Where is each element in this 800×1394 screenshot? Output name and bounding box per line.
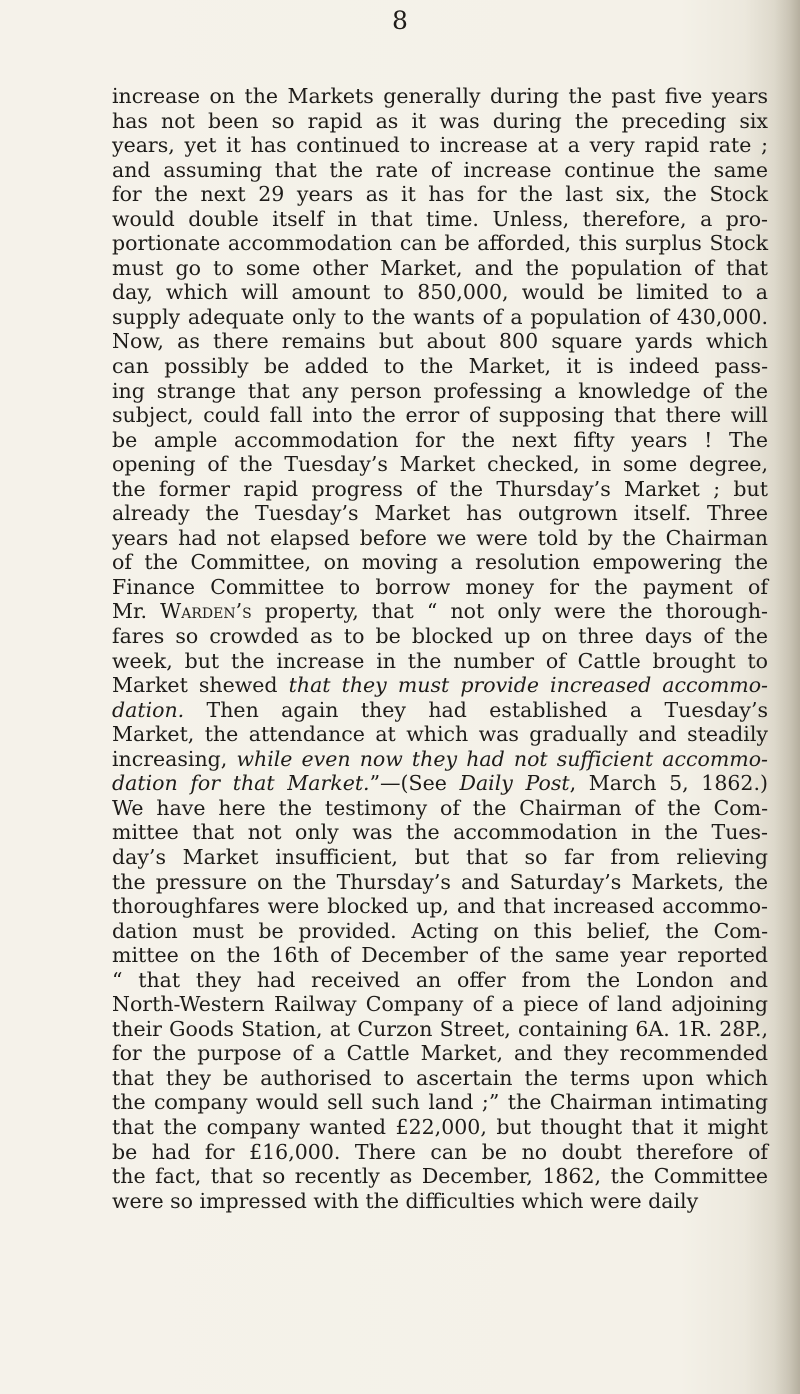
text-line: the former rapid progress of the Thursday’s Market ; but (112, 476, 768, 501)
page-number: 8 (392, 6, 408, 35)
text-line: supply adequate only to the wants of a population of 430,000. (112, 304, 768, 329)
text-line: increase on the Markets generally during the past five years (112, 84, 768, 108)
small-caps-name: Warden’s (160, 599, 252, 624)
text-line-rich (112, 673, 768, 698)
text-line: years, yet it has continued to increase at a very rapid rate ; (112, 133, 768, 158)
body-text (112, 84, 768, 1213)
text-line: years had not elapsed before we were told by the Chairman (112, 525, 768, 550)
text-run: increasing, (112, 746, 237, 771)
italic-run: that they must provide increased accommo- (288, 673, 768, 698)
text-run: Market shewed (112, 673, 289, 698)
italic-run: while even now they had not sufficient accommo- (236, 746, 768, 771)
text-run: ”—(See (369, 771, 460, 796)
text-line: has not been so rapid as it was during the preceding six (112, 108, 768, 133)
text-line: Now, as there remains but about 800 square yards which (112, 329, 768, 354)
text-line: already the Tuesday’s Market has outgrown itself. Three (112, 501, 768, 526)
text-line: were so impressed with the difficulties which were daily (112, 1188, 699, 1213)
italic-run: Daily Post (459, 771, 570, 796)
text-line: opening of the Tuesday’s Market checked, in some degree, (112, 452, 768, 477)
italic-run: dation. (112, 697, 185, 722)
text-line: for the purpose of a Cattle Market, and they recommended (112, 1041, 768, 1066)
text-line: week, but the increase in the number of Cattle brought to (112, 648, 768, 673)
text-line: can possibly be added to the Market, it is indeed pass- (112, 354, 768, 379)
text-line-rich (112, 698, 768, 723)
text-line-rich (112, 599, 768, 624)
text-line: that the company wanted £22,000, but thought that it might (112, 1114, 768, 1139)
text-line: the pressure on the Thursday’s and Saturday’s Markets, the (112, 869, 768, 894)
text-line: mittee that not only was the accommodation in the Tues- (112, 820, 768, 845)
text-line: the company would sell such land ;” the Chairman intimating (112, 1090, 768, 1115)
text-run: Mr. (112, 599, 161, 624)
text-line: their Goods Station, at Curzon Street, containing 6A. 1R. 28P., (112, 1016, 768, 1041)
text-line: fares so crowded as to be blocked up on three days of the (112, 624, 768, 649)
text-line: North-Western Railway Company of a piece of land adjoining (112, 992, 768, 1017)
text-line: Market, the attendance at which was gradually and steadily (112, 722, 768, 747)
text-line: day’s Market insufficient, but that so far from relieving (112, 844, 768, 869)
text-line: subject, could fall into the error of supposing that there will (112, 403, 768, 428)
text-line: day, which will amount to 850,000, would be limited to a (112, 280, 768, 305)
text-line: be had for £16,000. There can be no doubt therefore of (112, 1139, 768, 1164)
text-run: Then again they had established a Tuesday’s (184, 697, 768, 722)
text-line: dation must be provided. Acting on this belief, the Com- (112, 918, 768, 943)
text-run: , March 5, 1862.) (569, 771, 768, 796)
text-run: property, that “ not only were the thorough- (251, 599, 768, 624)
text-line: ing strange that any person professing a knowledge of the (112, 378, 768, 403)
text-line: We have here the testimony of the Chairman of the Com- (112, 795, 768, 820)
page-edge-shadow (774, 0, 800, 1394)
text-line: portionate accommodation can be afforded, this surplus Stock (112, 231, 768, 256)
text-line: of the Committee, on moving a resolution empowering the (112, 550, 768, 575)
italic-run: dation for that Market. (112, 771, 370, 796)
text-line: “ that they had received an offer from the London and (112, 967, 768, 992)
text-line: mittee on the 16th of December of the same year reported (112, 943, 768, 968)
text-line: Finance Committee to borrow money for the payment of (112, 574, 768, 599)
text-line-rich (112, 747, 768, 772)
text-line: be ample accommodation for the next fifty years ! The (112, 427, 768, 452)
text-line: for the next 29 years as it has for the last six, the Stock (112, 182, 768, 207)
text-line: must go to some other Market, and the population of that (112, 255, 768, 280)
text-line: would double itself in that time. Unless, therefore, a pro- (112, 206, 768, 231)
text-line-rich (112, 771, 768, 796)
text-line: that they be authorised to ascertain the terms upon which (112, 1065, 768, 1090)
text-line: the fact, that so recently as December, 1862, the Committee (112, 1164, 768, 1189)
text-line: thoroughfares were blocked up, and that increased accommo- (112, 894, 768, 919)
text-line: and assuming that the rate of increase continue the same (112, 157, 768, 182)
